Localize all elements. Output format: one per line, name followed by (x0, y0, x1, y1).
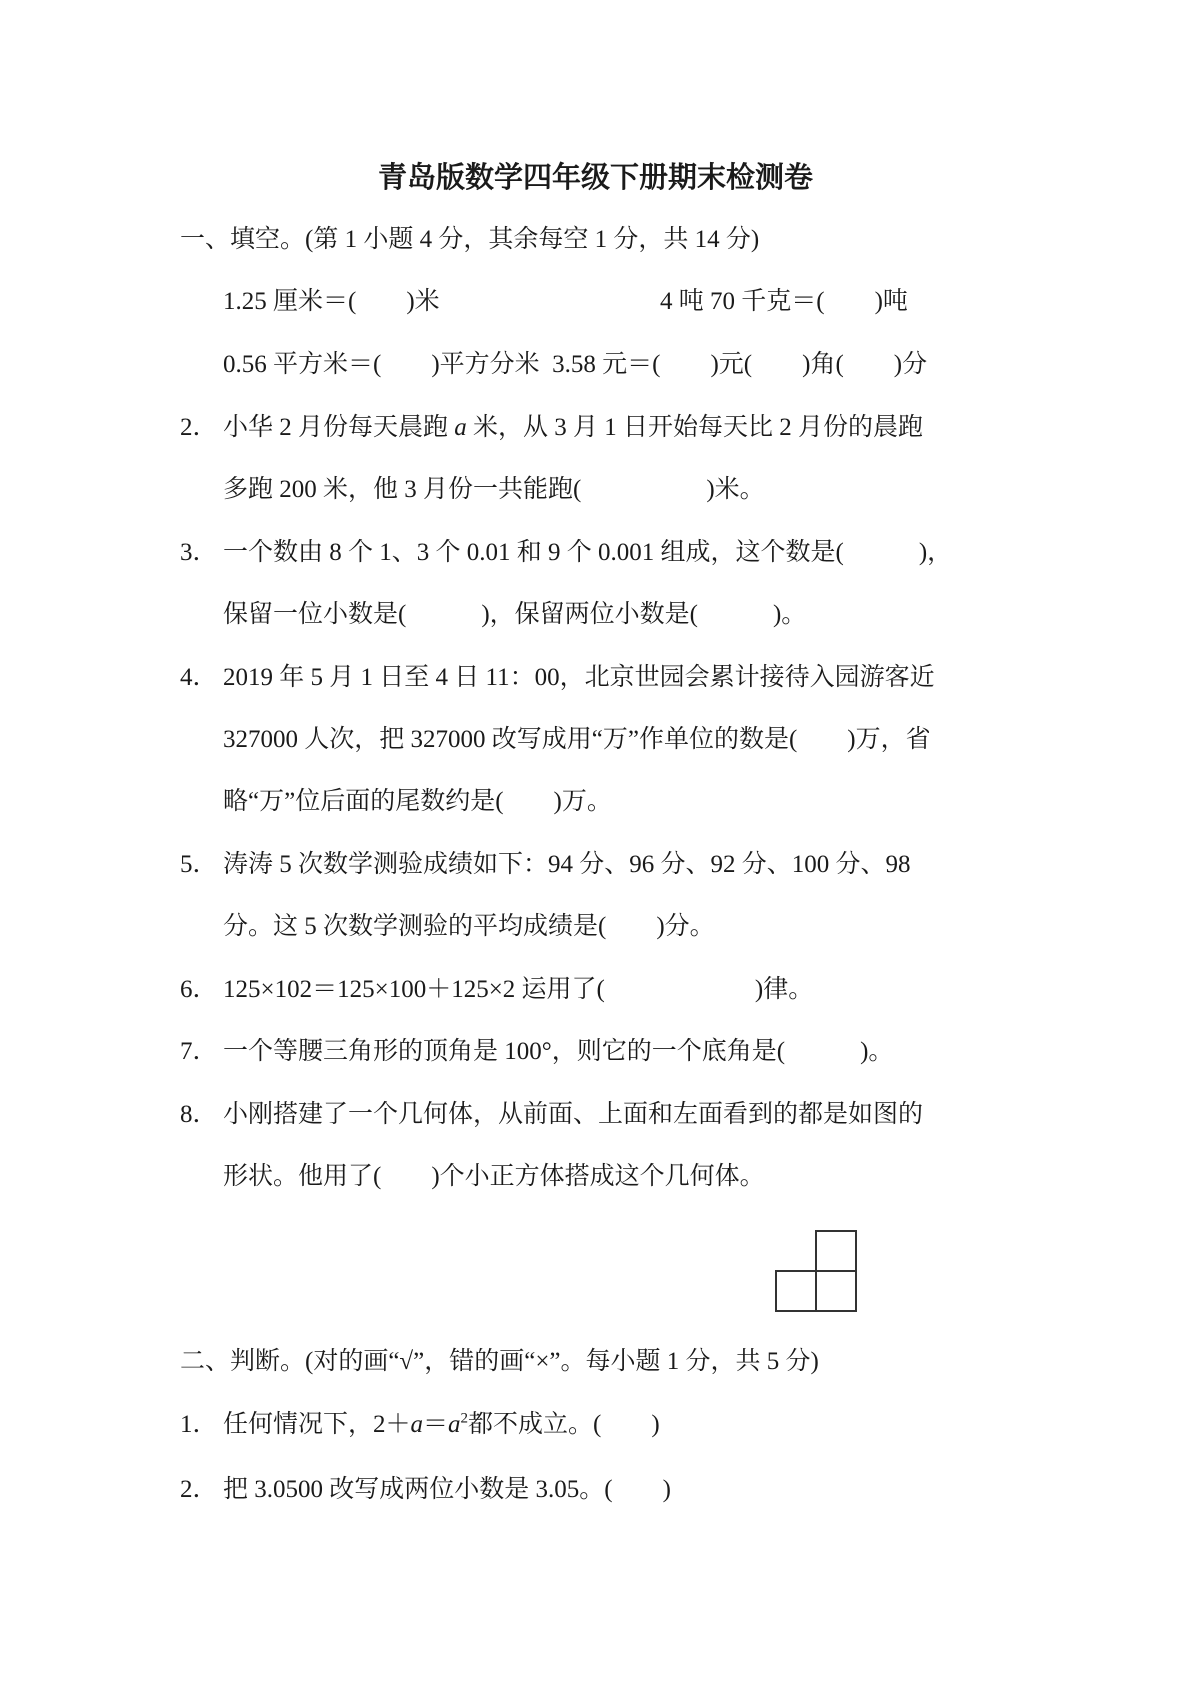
judge-1 (180, 1410, 660, 1440)
q2-text-cont: 米，从 3 月 1 日开始每天比 2 月份的晨跑 (466, 414, 924, 441)
q3-line2: 保留一位小数是( )，保留两位小数是( )。 (223, 601, 807, 628)
q2-line2: 多跑 200 米，他 3 月份一共能跑( )米。 (223, 476, 765, 503)
q4-line3: 略“万”位后面的尾数约是( )万。 (223, 788, 612, 815)
question-3 (180, 538, 952, 568)
question-6 (180, 975, 813, 1005)
question-number: 8． (180, 1101, 218, 1128)
question-4 (180, 663, 935, 693)
page-title: 青岛版数学四年级下册期末检测卷 (377, 160, 813, 194)
q5-text: 涛涛 5 次数学测验成绩如下：94 分、96 分、92 分、100 分、98 (223, 851, 911, 878)
q7-text: 一个等腰三角形的顶角是 100°，则它的一个底角是( )。 (223, 1038, 894, 1065)
section-1-header: 一、填空。(第 1 小题 4 分，其余每空 1 分，共 14 分) (180, 226, 760, 253)
j2-text: 把 3.0500 改写成两位小数是 3.05。( ) (223, 1476, 671, 1503)
q8-line2: 形状。他用了( )个小正方体搭成这个几何体。 (223, 1163, 765, 1190)
question-number: 7． (180, 1038, 218, 1065)
q4-line2: 327000 人次，把 327000 改写成用“万”作单位的数是( )万，省 (223, 726, 931, 753)
j1-eq: ＝ (423, 1411, 449, 1438)
question-number: 5． (180, 851, 218, 878)
question-8 (180, 1100, 923, 1130)
q1-c: 0.56 平方米＝( )平方分米 3.58 元＝( )元( )角( )分 (223, 351, 928, 378)
section-2-header: 二、判断。(对的画“√”，错的画“×”。每小题 1 分，共 5 分) (180, 1348, 819, 1375)
square-bottom-left (775, 1270, 817, 1312)
question-number: 1． (180, 1411, 218, 1438)
cube-view-figure (775, 1230, 857, 1312)
q3-text: 一个数由 8 个 1、3 个 0.01 和 9 个 0.001 组成，这个数是( )， (223, 539, 953, 566)
q2-variable: a (454, 414, 467, 441)
q4-text: 2019 年 5 月 1 日至 4 日 11：00，北京世园会累计接待入园游客近 (223, 664, 935, 691)
judge-2 (180, 1475, 671, 1505)
q1-a: 1.25 厘米＝( )米 (223, 288, 440, 315)
question-5 (180, 850, 911, 880)
q1-b: 4 吨 70 千克＝( )吨 (660, 288, 908, 315)
j1-var2: a (448, 1411, 461, 1438)
question-number: 2． (180, 1476, 218, 1503)
q8-text: 小刚搭建了一个几何体，从前面、上面和左面看到的都是如图的 (223, 1101, 924, 1128)
question-number: 2． (180, 414, 218, 441)
j1-var: a (410, 1411, 424, 1438)
q2-text: 小华 2 月份每天晨跑 (223, 414, 455, 441)
j1-exponent: 2 (460, 1410, 469, 1427)
j1-text: 任何情况下，2＋ (223, 1411, 411, 1438)
question-7 (180, 1037, 893, 1067)
question-number: 3． (180, 539, 218, 566)
q6-text: 125×102＝125×100＋125×2 运用了( )律。 (223, 976, 814, 1003)
q5-line2: 分。这 5 次数学测验的平均成绩是( )分。 (223, 913, 715, 940)
square-top (815, 1230, 857, 1272)
question-number: 6． (180, 976, 218, 1003)
question-2 (180, 413, 923, 443)
question-number: 4． (180, 664, 218, 691)
square-bottom-right (815, 1270, 857, 1312)
j1-text-cont: 都不成立。( ) (468, 1411, 660, 1438)
